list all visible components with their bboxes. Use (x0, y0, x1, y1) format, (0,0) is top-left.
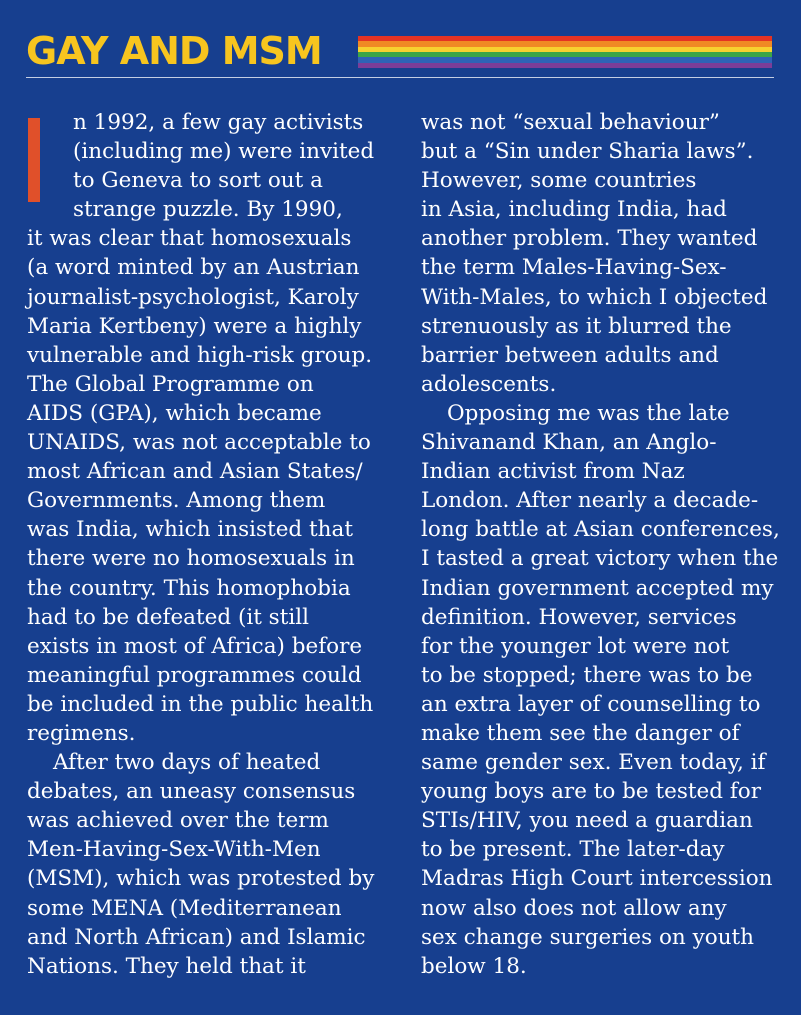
section-title: GAY AND MSM (26, 29, 322, 73)
text-line: UNAIDS, was not acceptable to (27, 430, 371, 456)
rainbow-stripe-purple (358, 63, 772, 68)
text-line: to be present. The later-day (421, 837, 725, 863)
text-line: vulnerable and high-risk group. (27, 342, 373, 368)
text-line: (a word minted by an Austrian (27, 255, 360, 281)
text-line: I tasted a great victory when the (421, 546, 779, 572)
text-line: journalist-psychologist, Karoly (27, 284, 359, 310)
text-line: make them see the danger of (421, 720, 740, 746)
text-line: to Geneva to sort out a (73, 168, 323, 194)
text-line: AIDS (GPA), which became (27, 400, 322, 426)
text-line: n 1992, a few gay activists (73, 110, 364, 135)
text-line: London. After nearly a decade- (421, 488, 759, 514)
paragraph-3 (421, 108, 786, 399)
text-line: Nations. They held that it (27, 953, 306, 979)
paragraph-1 (27, 108, 397, 748)
text-line: However, some countries (421, 168, 697, 194)
text-line: definition. However, services (421, 604, 737, 630)
text-line: in Asia, including India, had (421, 197, 727, 223)
text-line: debates, an uneasy consensus (27, 779, 356, 805)
text-line: was India, which insisted that (27, 517, 353, 543)
text-line: the term Males-Having-Sex- (421, 255, 727, 281)
text-line: be included in the public health (27, 691, 374, 717)
text-line: Indian activist from Naz (421, 459, 685, 485)
text-line: was not “sexual behaviour” (421, 110, 720, 135)
text-line: regimens. (27, 720, 136, 746)
text-line: STIs/HIV, you need a guardian (421, 808, 753, 834)
paragraph-2 (27, 748, 397, 981)
text-line: and North African) and Islamic (27, 924, 366, 950)
text-line: (MSM), which was protested by (27, 866, 375, 892)
text-line: Indian government accepted my (421, 575, 774, 601)
text-line: there were no homosexuals in (27, 546, 355, 572)
rainbow-flag-stripes (358, 36, 772, 68)
text-line: Men-Having-Sex-With-Men (27, 837, 321, 863)
text-line: it was clear that homosexuals (27, 226, 352, 252)
text-line: an extra layer of counselling to (421, 691, 761, 717)
text-line: With-Males, to which I objected (421, 284, 768, 310)
text-line: most African and Asian States/ (27, 459, 363, 485)
text-line: long battle at Asian conferences, (421, 517, 780, 543)
header-divider (26, 77, 774, 78)
text-line: Madras High Court intercession (421, 866, 773, 892)
text-line: had to be defeated (it still (27, 604, 309, 630)
text-line: the country. This homophobia (27, 575, 351, 601)
text-line: Governments. Among them (27, 488, 326, 514)
article-header (0, 0, 801, 80)
text-line: to be stopped; there was to be (421, 662, 753, 688)
text-line: meaningful programmes could (27, 662, 362, 688)
text-line: barrier between adults and (421, 342, 719, 368)
text-line: adolescents. (421, 371, 557, 397)
text-line: but a “Sin under Sharia laws”. (421, 139, 754, 165)
article-column-left (27, 108, 397, 981)
text-line: Opposing me was the late (447, 400, 730, 426)
text-line: sex change surgeries on youth (421, 924, 755, 950)
text-line: was achieved over the term (27, 808, 329, 834)
text-line: some MENA (Mediterranean (27, 895, 342, 921)
paragraph-4 (421, 399, 786, 981)
text-line: below 18. (421, 953, 527, 979)
article-column-right (421, 108, 786, 981)
text-line: exists in most of Africa) before (27, 633, 363, 659)
text-line: (including me) were invited (73, 139, 375, 165)
text-line: strange puzzle. By 1990, (73, 197, 343, 223)
text-line: now also does not allow any (421, 895, 727, 921)
text-line: Shivanand Khan, an Anglo- (421, 430, 717, 456)
text-line: Maria Kertbeny) were a highly (27, 313, 362, 339)
text-line: same gender sex. Even today, if (421, 750, 766, 776)
text-line: strenuously as it blurred the (421, 313, 732, 339)
text-line: another problem. They wanted (421, 226, 758, 252)
text-line: After two days of heated (53, 750, 321, 776)
text-line: for the younger lot were not (421, 633, 730, 659)
text-line: young boys are to be tested for (421, 779, 762, 805)
text-line: The Global Programme on (27, 371, 314, 397)
